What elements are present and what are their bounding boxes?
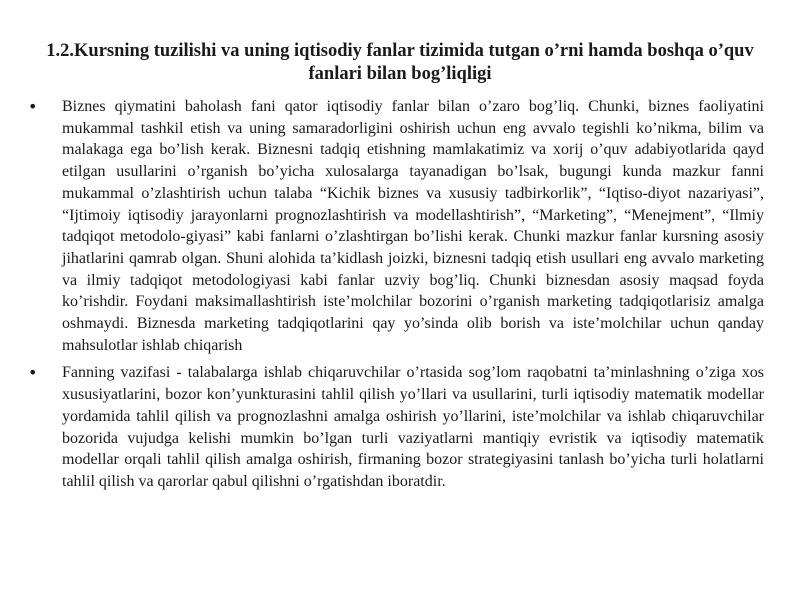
bullet-list	[28, 96, 764, 499]
slide-title: 1.2.Kursning tuzilishi va uning iqtisodiy fanlar tizimida tutgan o’rni hamda boshqa o’quv fanlari bilan bog’liqligi	[46, 41, 754, 84]
bullet-item-1	[28, 96, 764, 356]
bullet-text-1: Biznes qiymatini baholash fani qator iqtisodiy fanlar bilan o’zaro bog’liq. Chunki, biznes faoliyatini mukammal tashkil etish va uning samaradorligini oshirish uchun eng avvalo tegishli ko’nikma, bilim va malakaga ega bo’lish kerak. Biznesni tadqiq etishning mamlakatimiz va xorij o’quv adabiyotlarida qayd etilgan usullarini o’rganish bo’yicha xulosalarga tayanadigan bo’lsak, bugungi kunda mazkur fanni mukammal o’zlashtirish uchun talaba “Kichik biznes va xususiy tadbirkorlik”, “Iqtiso-diyot nazariyasi”, “Ijtimoiy iqtisodiy jarayonlarni prognozlashtirish va modellashtirish”, “Marketing”, “Menejment”, “Ilmiy tadqiqot metodolo-giyasi” kabi fanlarni o’zlashtirgan bo’lishi kerak. Chunki mazkur fanlar kursning asosiy jihatlarini qamrab olgan. Shuni alohida ta’kidlash joizki, biznesni tadqiq etish usullari eng avvalo marketing va ilmiy tadqiqot metodologiyasi kabi fanlar uzviy bog’liq. Chunki biznesdan asosiy maqsad foyda ko’rishdir. Foydani maksimallashtirish iste’molchilar bozorini o’rganish marketing tadqiqotlarisiz amalga oshmaydi. Biznesda marketing tadqiqotlarini qay yo’sinda olib borish va iste’molchilar uchun qanday mahsulotlar ishlab chiqarish	[62, 98, 764, 354]
bullet-item-2	[28, 362, 764, 492]
bullet-icon: •	[28, 97, 38, 116]
bullet-text-2: Fanning vazifasi - talabalarga ishlab chiqaruvchilar o’rtasida sog’lom raqobatni ta’minlashning o’ziga xos xususiyatlarini, bozor kon’yunkturasini tahlil qilish yo’llari va usullarini, turli iqtisodiy matematik modellar yordamida tahlil qilish va prognozlashni amalga oshirish yo’llarini, iste’molchilar va ishlab chiqaruvchilar bozorida vujudga kelishi mumkin bo’lgan turli vaziyatlarni mantiqiy evristik va iqtisodiy matematik modellar orqali tahlil qilish amalga oshirish, firmaning bozor strategiyasini tanlash bo’yicha turli holatlarni tahlil qilish va qarorlar qabul qilishni o’rgatishdan iboratdir.	[62, 364, 764, 490]
bullet-icon: •	[28, 363, 38, 383]
